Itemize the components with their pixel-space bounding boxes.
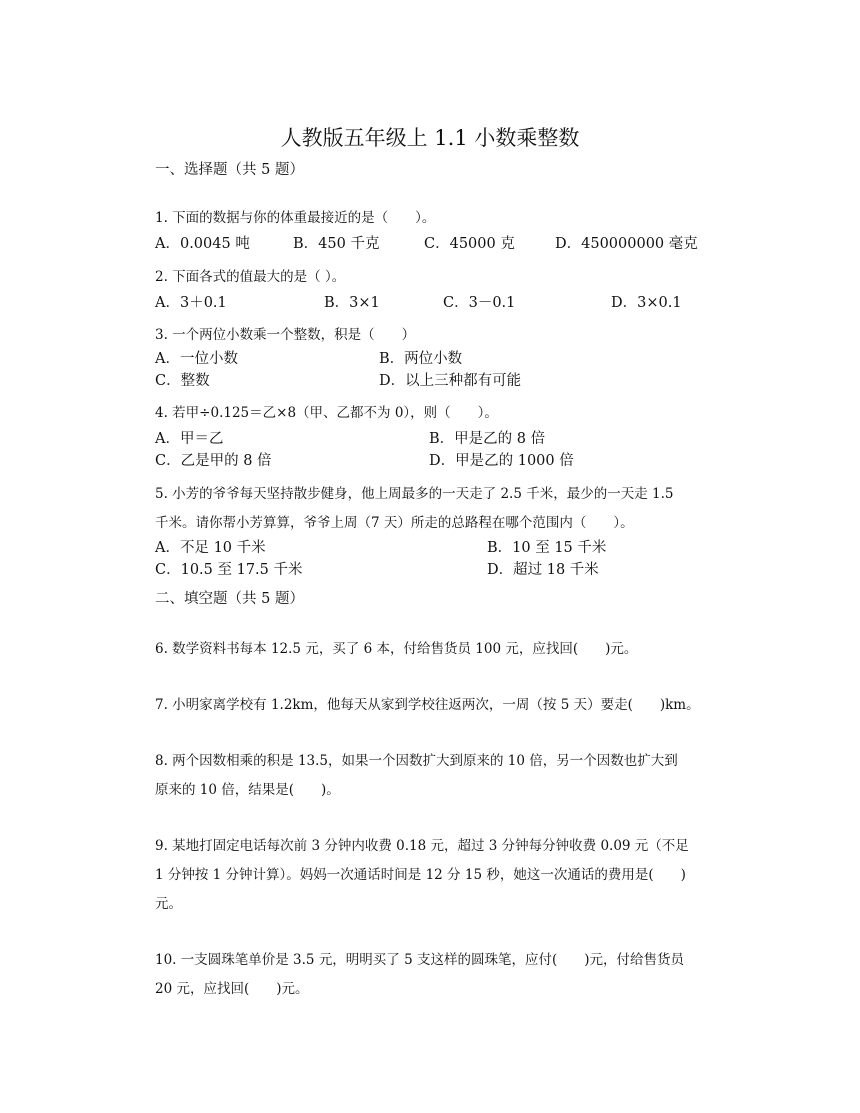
question-5-option-b: B．10 至 15 千米 <box>487 540 607 556</box>
page-title: 人教版五年级上 1.1 小数乘整数 <box>280 126 580 150</box>
question-5-option-a: A．不足 10 千米 <box>155 540 266 556</box>
question-1-stem: 1. 下面的数据与你的体重最接近的是（ ）。 <box>155 210 436 226</box>
question-5-option-d: D．超过 18 千米 <box>487 562 599 578</box>
section-heading-fill-in: 二、填空题（共 5 题） <box>155 591 304 607</box>
question-9-line-2: 1 分钟按 1 分钟计算）。妈妈一次通话时间是 12 分 15 秒，她这一次通话的费用是( ) <box>155 867 686 883</box>
question-5-option-c: C．10.5 至 17.5 千米 <box>155 562 303 578</box>
question-1-option-c: C．45000 克 <box>424 236 515 252</box>
section-heading-multiple-choice: 一、选择题（共 5 题） <box>155 162 304 178</box>
question-4-stem: 4. 若甲÷0.125＝乙×8（甲、乙都不为 0），则（ ）。 <box>155 405 498 421</box>
question-4-option-d: D．甲是乙的 1000 倍 <box>429 453 574 469</box>
question-9-line-3: 元。 <box>155 896 182 912</box>
question-3-stem: 3. 一个两位小数乘一个整数，积是（ ） <box>155 327 416 343</box>
question-2-stem: 2. 下面各式的值最大的是（ ）。 <box>155 269 346 285</box>
question-10-line-2: 20 元，应找回( )元。 <box>155 981 309 997</box>
question-8-line-2: 原来的 10 倍，结果是( )。 <box>155 782 340 798</box>
question-1-option-d: D．450000000 毫克 <box>555 236 698 252</box>
question-3-option-b: B．两位小数 <box>379 351 463 367</box>
question-10-line-1: 10. 一支圆珠笔单价是 3.5 元，明明买了 5 支这样的圆珠笔，应付( )元，付给售货员 <box>155 952 685 968</box>
question-1-option-a: A．0.0045 吨 <box>155 236 250 252</box>
question-5-stem-line-2: 千米。请你帮小芳算算，爷爷上周（7 天）所走的总路程在哪个范围内（ ）。 <box>155 515 634 531</box>
question-5-stem-line-1: 5. 小芳的爷爷每天坚持散步健身，他上周最多的一天走了 2.5 千米，最少的一天走 1.5 <box>155 486 674 502</box>
question-4-option-b: B．甲是乙的 8 倍 <box>429 431 546 447</box>
question-3-option-d: D．以上三种都有可能 <box>379 373 522 389</box>
question-1-option-b: B．450 千克 <box>293 236 380 252</box>
question-2-option-c: C．3－0.1 <box>443 295 516 311</box>
question-9-line-1: 9. 某地打固定电话每次前 3 分钟内收费 0.18 元，超过 3 分钟每分钟收费 0.09 元（不足 <box>155 838 689 854</box>
question-2-option-b: B．3×1 <box>324 295 380 311</box>
question-4-option-a: A．甲＝乙 <box>155 431 224 447</box>
question-2-option-a: A．3＋0.1 <box>155 295 227 311</box>
question-7-line-1: 7. 小明家离学校有 1.2km，他每天从家到学校往返两次，一周（按 5 天）要走( )km。 <box>155 697 700 713</box>
question-2-option-d: D．3×0.1 <box>611 295 682 311</box>
question-6-line-1: 6. 数学资料书每本 12.5 元，买了 6 本，付给售货员 100 元，应找回( )元。 <box>155 641 638 657</box>
question-3-option-c: C．整数 <box>155 373 210 389</box>
question-3-option-a: A．一位小数 <box>155 351 238 367</box>
question-4-option-c: C．乙是甲的 8 倍 <box>155 453 272 469</box>
question-8-line-1: 8. 两个因数相乘的积是 13.5，如果一个因数扩大到原来的 10 倍，另一个因数也扩大到 <box>155 753 678 769</box>
